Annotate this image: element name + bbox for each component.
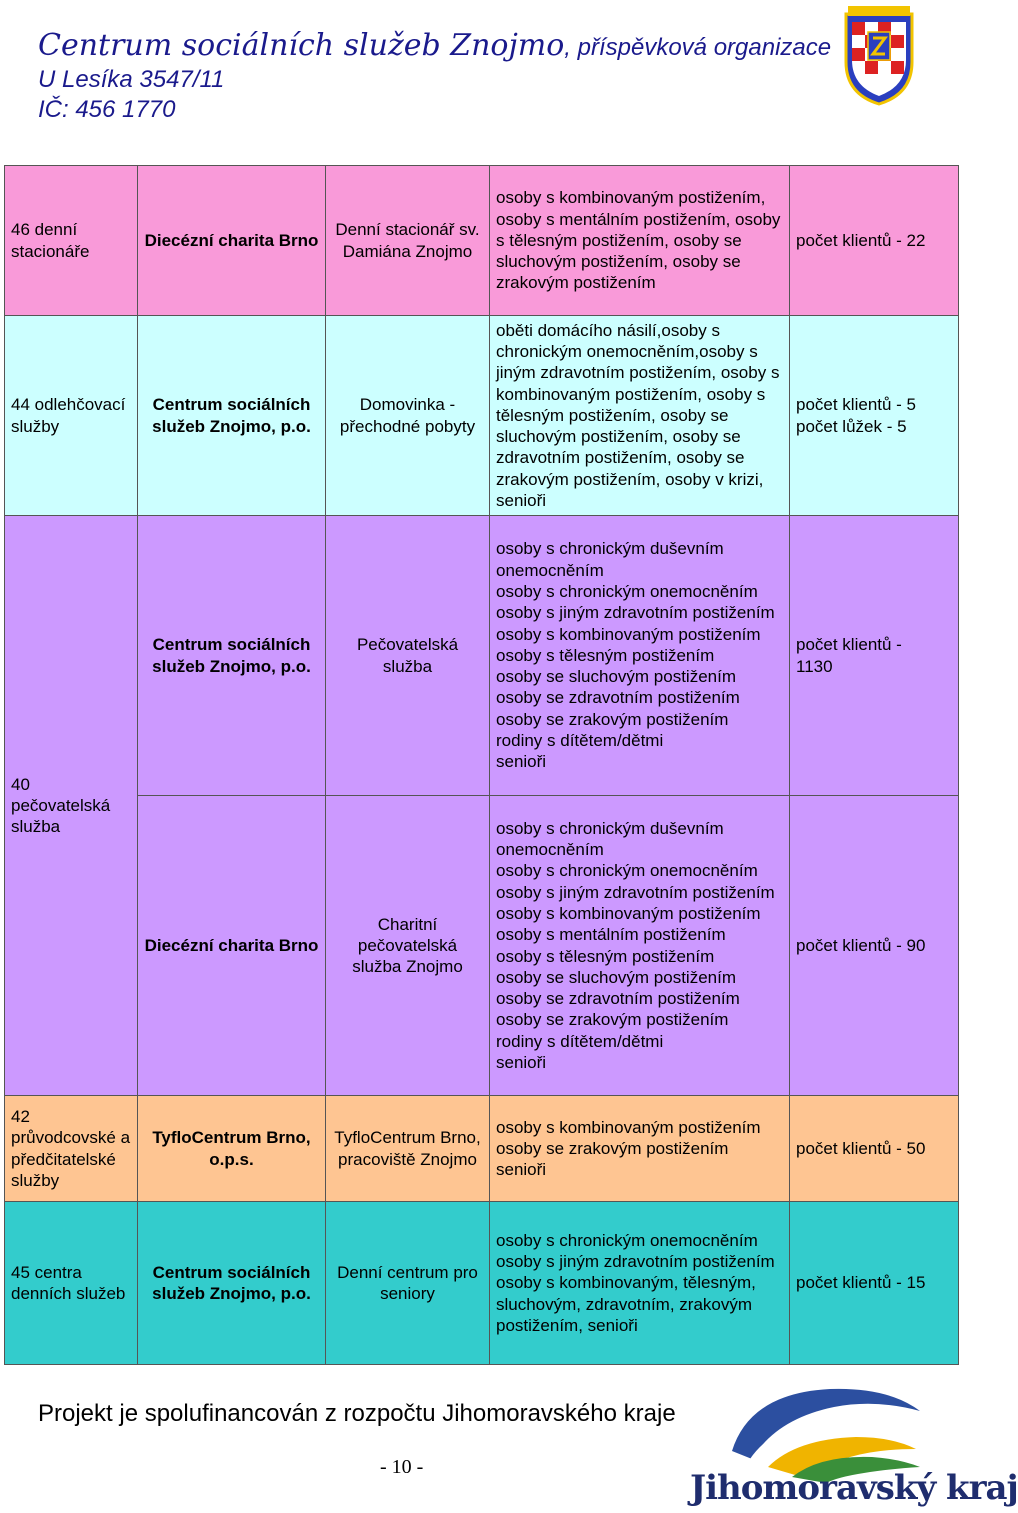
clients-cell: osoby s kombinovaným postižením, osoby s mentálním postižením, osoby s tělesným postižením, osoby se sluchovým postižením, osoby se zrakovým postižením [490,166,790,316]
clients-cell: osoby s chronickým duševním onemocněním osoby s chronickým onemocněním osoby s jiným zdravotním postižením osoby s kombinovaným postižením osoby s mentálním postižením osoby s tělesným postižením osoby se sluchovým postižením osoby se zdravotním postižením osoby se zrakovým postižením rodiny s dítětem/dětmi senioři [490,796,790,1096]
org-title [38,28,831,63]
capacity-cell: počet klientů - 90 [790,796,959,1096]
provider-cell: TyfloCentrum Brno, o.p.s. [138,1096,326,1202]
org-address: U Lesíka 3547/11 [38,66,225,93]
service-cell: TyfloCentrum Brno, pracoviště Znojmo [326,1096,490,1202]
capacity-cell: počet klientů - 5 počet lůžek - 5 [790,316,959,516]
category-cell: 40 pečovatelská služba [5,516,138,1096]
service-cell: Charitní pečovatelská služba Znojmo [326,796,490,1096]
services-table [4,165,959,1365]
capacity-cell: počet klientů - 50 [790,1096,959,1202]
provider-cell: Diecézní charita Brno [138,796,326,1096]
table-row [5,796,959,1096]
category-cell: 45 centra denních služeb [5,1202,138,1365]
funding-note: Projekt je spolufinancován z rozpočtu Jihomoravského kraje [38,1400,676,1427]
clients-cell: osoby s chronickým duševním onemocněním osoby s chronickým onemocněním osoby s jiným zdravotním postižením osoby s kombinovaným postižením osoby s tělesným postižením osoby se sluchovým postižením osoby se zdravotním postižením osoby se zrakovým postižením rodiny s dítětem/dětmi senioři [490,516,790,796]
service-cell: Pečovatelská služba [326,516,490,796]
org-suffix: , příspěvková organizace [564,34,832,61]
capacity-cell: počet klientů - 22 [790,166,959,316]
provider-cell: Centrum sociálních služeb Znojmo, p.o. [138,1202,326,1365]
org-name: Centrum sociálních služeb Znojmo [38,28,565,63]
region-logo-text: Jihomoravský kraj [690,1468,1018,1508]
provider-cell: Centrum sociálních služeb Znojmo, p.o. [138,316,326,516]
capacity-cell: počet klientů - 1130 [790,516,959,796]
provider-cell: Centrum sociálních služeb Znojmo, p.o. [138,516,326,796]
capacity-cell: počet klientů - 15 [790,1202,959,1365]
service-cell: Denní centrum pro seniory [326,1202,490,1365]
org-ico: IČ: 456 1770 [38,96,176,123]
category-cell: 46 denní stacionáře [5,166,138,316]
provider-cell: Diecézní charita Brno [138,166,326,316]
coat-of-arms-icon [842,2,916,106]
service-cell: Domovinka - přechodné pobyty [326,316,490,516]
table-row [5,1202,959,1365]
table-row [5,516,959,796]
service-cell: Denní stacionář sv. Damiána Znojmo [326,166,490,316]
clients-cell: oběti domácího násilí,osoby s chronickým onemocněním,osoby s jiným zdravotním postižením, osoby s kombinovaným postižením, osoby s tělesným postižením, osoby se sluchovým postižením, osoby se zdravotním postižením, osoby se zrakovým postižením, osoby v krizi, senioři [490,316,790,516]
clients-cell: osoby s chronickým onemocněním osoby s jiným zdravotním postižením osoby s kombinovaným, tělesným, sluchovým, zdravotním, zrakovým postižením, senioři [490,1202,790,1365]
page-number: - 10 - [380,1456,424,1478]
table-row [5,166,959,316]
category-cell: 44 odlehčovací služby [5,316,138,516]
table-row [5,316,959,516]
category-cell: 42 průvodcovské a předčitatelské služby [5,1096,138,1202]
clients-cell: osoby s kombinovaným postižením osoby se zrakovým postižením senioři [490,1096,790,1202]
table-row [5,1096,959,1202]
